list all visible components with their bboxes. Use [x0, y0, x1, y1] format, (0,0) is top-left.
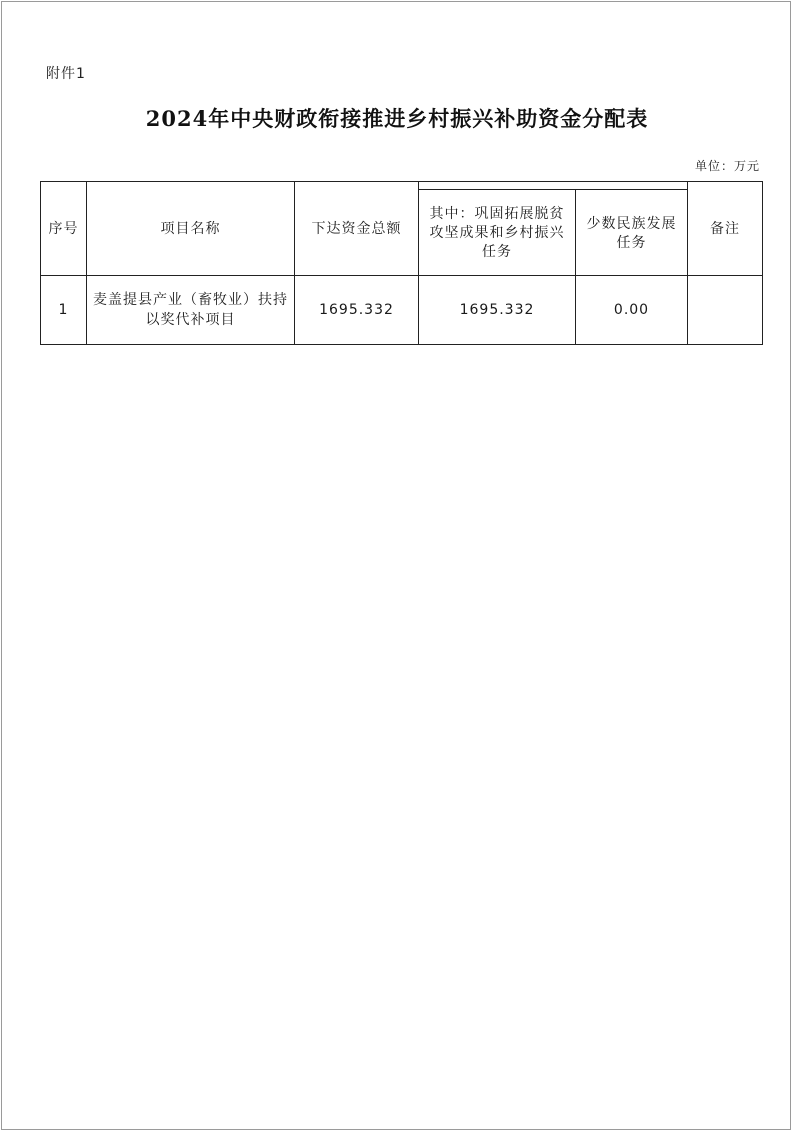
cell-total-funds: 1695.332: [295, 276, 419, 345]
page-title: 2024年中央财政衔接推进乡村振兴补助资金分配表: [145, 106, 649, 131]
header-consolidation: 其中：巩固拓展脱贫攻坚成果和乡村振兴任务: [419, 190, 576, 276]
table-row: [41, 276, 763, 345]
header-remarks: 备注: [688, 182, 763, 276]
cell-consolidation: 1695.332: [419, 276, 576, 345]
cell-project-name: 麦盖提县产业（畜牧业）扶持以奖代补项目: [87, 276, 295, 345]
unit-label: 单位：万元: [694, 159, 760, 173]
allocation-table: [40, 181, 763, 345]
cell-minority: 0.00: [576, 276, 688, 345]
header-minority: 少数民族发展任务: [576, 190, 688, 276]
cell-remarks: [688, 276, 763, 345]
header-project-name: 项目名称: [87, 182, 295, 276]
attachment-label: 附件1: [46, 66, 86, 82]
cell-index: 1: [41, 276, 87, 345]
header-index: 序号: [41, 182, 87, 276]
page-border: [1, 1, 791, 1130]
header-group-spacer: [419, 182, 688, 190]
header-total-funds: 下达资金总额: [295, 182, 419, 276]
